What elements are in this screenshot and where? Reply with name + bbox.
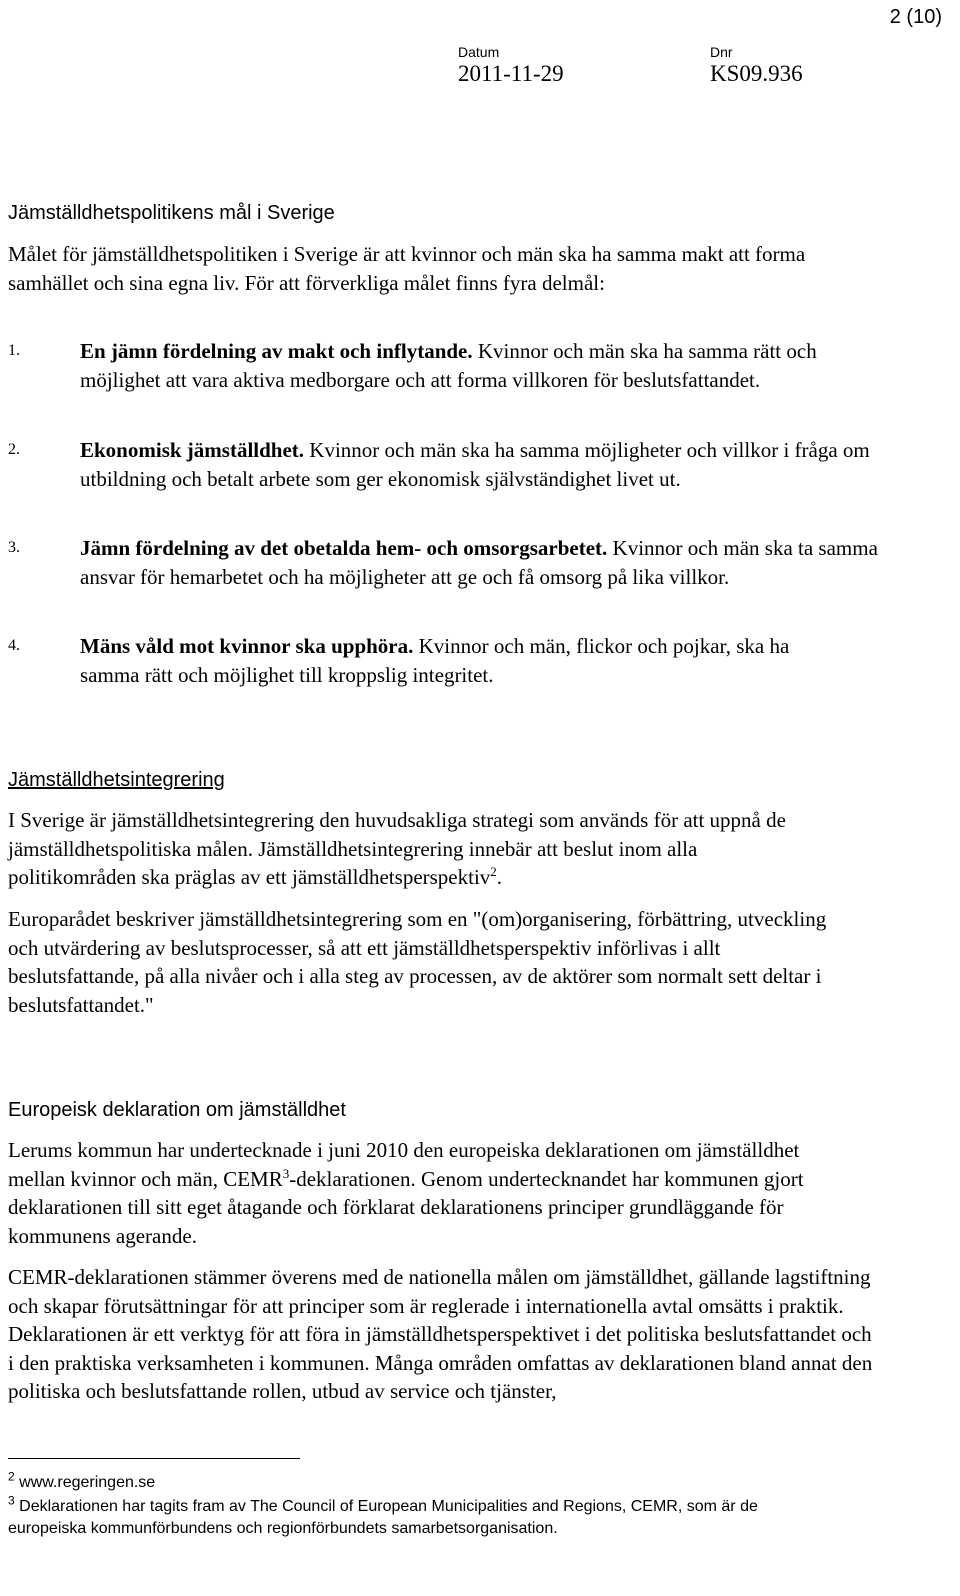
footnote-2 <box>8 1469 828 1494</box>
goal-text: Kvinnor och män ska ha samma möjligheter och villkor i fråga om utbildning och betalt arbete som ger ekonomisk självständighet livet ut. <box>80 438 870 491</box>
goal-text: Kvinnor och män ska ta samma ansvar för hemarbetet och ha möjligheter att ge och få omsorg på lika villkor. <box>80 536 878 589</box>
goal-title: Ekonomisk jämställdhet. <box>80 438 305 462</box>
list-number: 1. <box>8 342 20 359</box>
goals-intro-paragraph: Målet för jämställdhetspolitiken i Sverige är att kvinnor och män ska ha samma makt att forma samhället och sina egna liv. För att förverkliga målet finns fyra delmål: <box>8 242 806 295</box>
footnote-text: Deklarationen har tagits fram av The Council of European Municipalities and Regions, CEMR, som är de europeiska kommunförbundens och regionförbundets samarbetsorganisation. <box>8 1498 758 1537</box>
declaration-paragraph-1 <box>8 1136 848 1250</box>
list-item-goal-3 <box>8 534 888 591</box>
list-number: 4. <box>8 637 20 654</box>
goal-text: Kvinnor och män ska ha samma rätt och möjlighet att vara aktiva medborgare och att forma villkoren för beslutsfattandet. <box>80 339 817 392</box>
footnote-ref-2: 2 <box>490 864 497 880</box>
list-number: 2. <box>8 441 20 458</box>
list-number: 3. <box>8 539 20 556</box>
list-item-goal-4 <box>8 632 888 689</box>
declaration-paragraph-2: CEMR-deklarationen stämmer överens med de nationella målen om jämställdhet, gällande lagstiftning och skapar förutsättningar för att principer som är reglerade i internationella avtal omsätts i praktik. Deklarationen är ett verktyg för att föra in jämställdhetsperspektivet i det politiska beslutsfattandet och i den praktiska verksamheten i kommunen. Många områden omfattas av deklarationen bland annat den politiska och beslutsfattande rollen, utbud av service och tjänster, <box>8 1265 873 1404</box>
page-number: 2 (10) <box>889 6 942 28</box>
footnote-mark: 2 <box>8 1469 15 1484</box>
list-item-goal-1 <box>8 337 888 394</box>
paragraph-text: I Sverige är jämställdhetsintegrering den huvudsakliga strategi som används för att uppnå de jämställdhetspolitiska målen. Jämställdhetsintegrering innebär att beslut inom alla politikområden ska präglas av ett jämställdhetsperspektiv <box>8 808 786 890</box>
dnr-label: Dnr <box>710 44 733 60</box>
section-heading-integration: Jämställdhetsintegrering <box>8 769 225 791</box>
paragraph-text-end: . <box>496 865 503 890</box>
footnote-ref-3: 3 <box>282 1165 290 1181</box>
goal-title: Mäns våld mot kvinnor ska upphöra. <box>80 634 414 658</box>
section-heading-goals: Jämställdhetspolitikens mål i Sverige <box>8 202 335 224</box>
footnote-separator <box>8 1458 300 1459</box>
paragraph-text-cont: -deklarationen. Genom undertecknandet har kommunen gjort deklarationen till sitt eget åtagande och förklarat deklarationens principer grundläggande för kommunens agerande. <box>8 1166 804 1248</box>
integration-paragraph-2: Europarådet beskriver jämställdhetsintegrering som en "(om)organisering, förbättring, utveckling och utvärdering av beslutsprocesser, så att ett jämställdhetsperspektiv införlivas i allt beslutsfattande, på alla nivåer och i alla steg av processen, av de aktörer som normalt sett deltar i beslutsfattandet." <box>8 907 827 1017</box>
integration-paragraph-1 <box>8 806 828 892</box>
goal-title: Jämn fördelning av det obetalda hem- och omsorgsarbetet. <box>80 536 608 560</box>
footnote-mark: 3 <box>8 1493 15 1508</box>
goal-title: En jämn fördelning av makt och inflytande. <box>80 339 473 363</box>
footnote-3 <box>8 1493 828 1540</box>
list-item-goal-2 <box>8 436 888 493</box>
date-value: 2011-11-29 <box>458 61 564 86</box>
footnote-text: www.regeringen.se <box>14 1474 156 1491</box>
date-label: Datum <box>458 44 500 60</box>
paragraph-text: Lerums kommun har undertecknade i juni 2010 den europeiska deklarationen om jämställdhet mellan kvinnor och män, CEMR <box>8 1138 800 1191</box>
goal-text: Kvinnor och män, flickor och pojkar, ska ha samma rätt och möjlighet till kroppslig integritet. <box>80 634 790 687</box>
dnr-value: KS09.936 <box>710 61 803 86</box>
section-heading-declaration: Europeisk deklaration om jämställdhet <box>8 1099 346 1121</box>
